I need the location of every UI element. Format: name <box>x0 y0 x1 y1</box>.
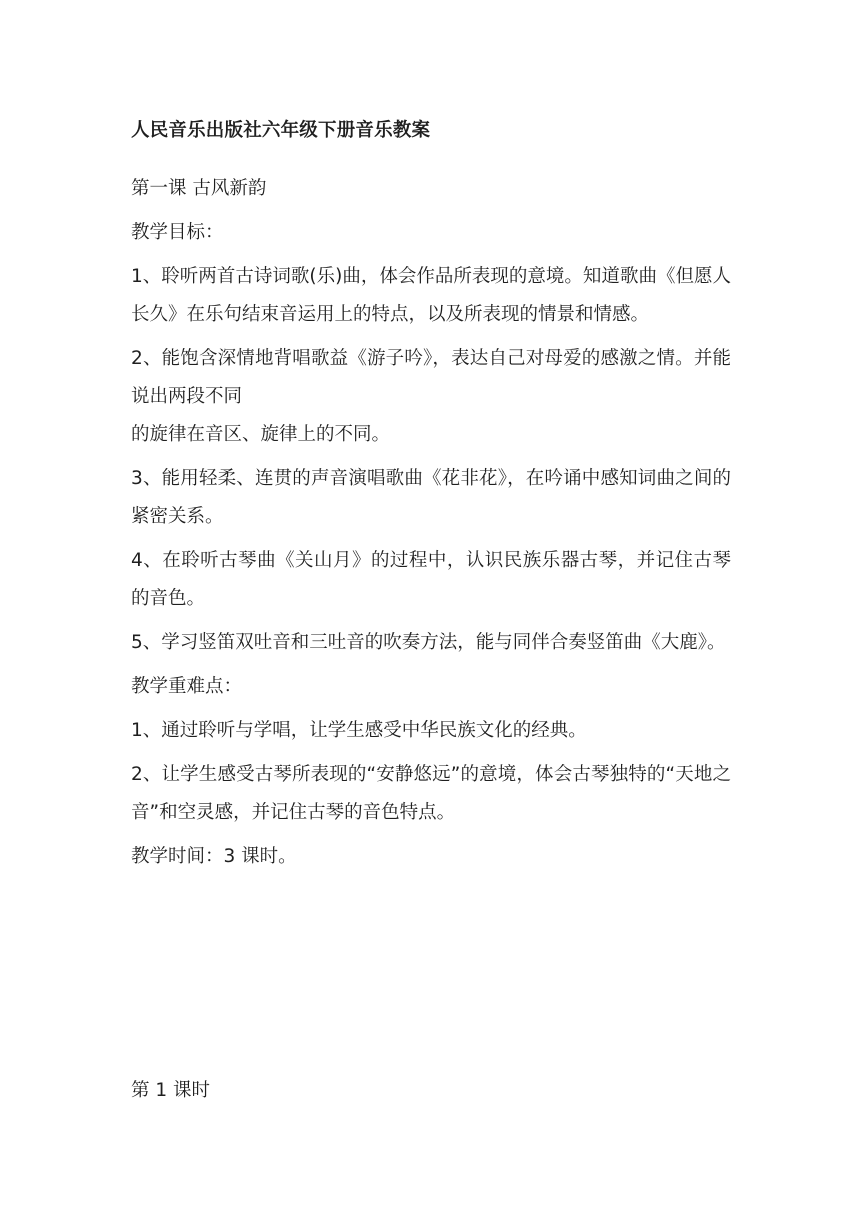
teaching-time: 教学时间：3 课时。 <box>131 846 297 867</box>
lesson-title: 第一课 古风新韵 <box>131 178 267 199</box>
objective-item: 5、学习竖笛双吐音和三吐音的吹奏方法，能与同伴合奏竖笛曲《大鹿》。 <box>131 632 726 653</box>
objectives-heading: 教学目标： <box>131 222 224 243</box>
keypoint-item: 2、让学生感受古琴所表现的“安静悠远”的意境，体会古琴独特的“天地之音”和空灵感，并记住古琴的音色特点。 <box>131 764 731 823</box>
document-title: 人民音乐出版社六年级下册音乐教案 <box>131 120 431 141</box>
keypoint-item: 1、通过聆听与学唱，让学生感受中华民族文化的经典。 <box>131 720 587 741</box>
objective-item: 1、聆听两首古诗词歌(乐)曲，体会作品所表现的意境。知道歌曲《但愿人长久》在乐句结束音运用上的特点，以及所表现的情景和情感。 <box>131 266 731 325</box>
objective-item-continuation: 的旋律在音区、旋律上的不同。 <box>131 424 391 445</box>
keypoints-heading: 教学重难点： <box>131 676 243 697</box>
objective-item: 2、能饱含深情地背唱歌益《游子吟》，表达自己对母爱的感激之情。并能说出两段不同 <box>131 348 731 407</box>
period-heading: 第 1 课时 <box>131 1080 211 1101</box>
objective-item: 3、能用轻柔、连贯的声音演唱歌曲《花非花》，在吟诵中感知词曲之间的紧密关系。 <box>131 468 731 527</box>
document-body <box>131 170 731 882</box>
objective-item: 4、在聆听古琴曲《关山月》的过程中，认识民族乐器古琴，并记住古琴的音色。 <box>131 550 731 609</box>
